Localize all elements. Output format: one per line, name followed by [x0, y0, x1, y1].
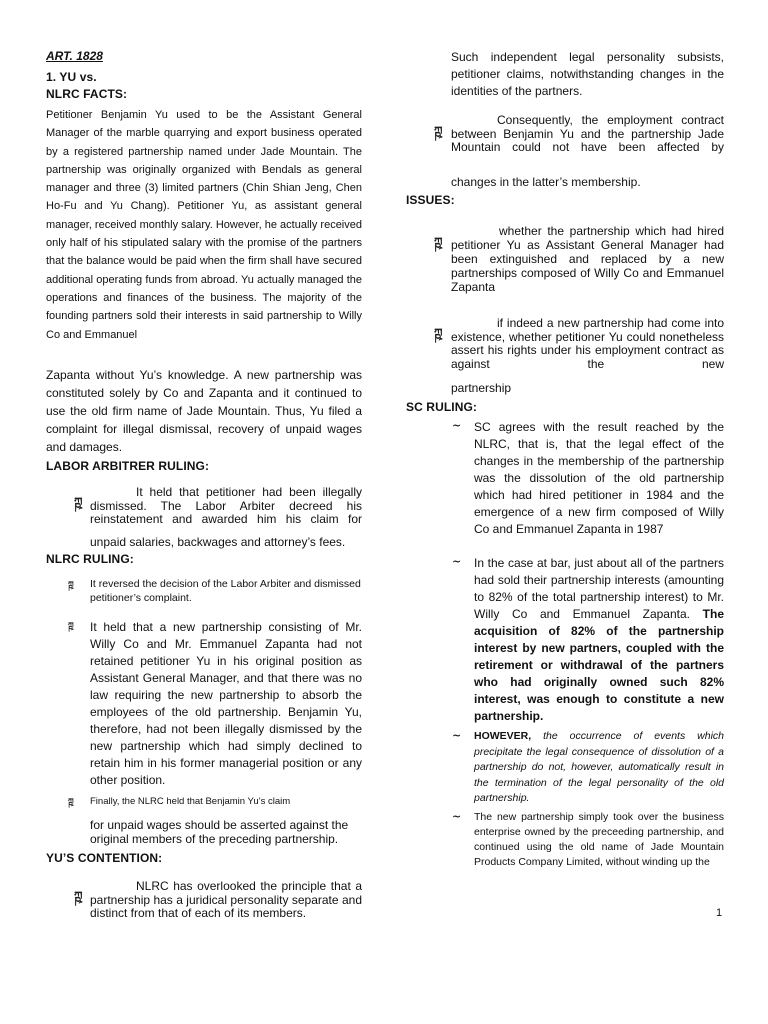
bullet-icon: ཀྵ — [68, 621, 74, 630]
facts-paragraph-1: Petitioner Benjamin Yu used to be the Assistant General Manager of the marble quarrying and export business operated by a registered partnership named under Jade Mountain. The partnership was originally organized with Bendals as general manager and three (3) limited partners (Chin Shian Jeng, Chen Ho-Fu and Yu Chang). Petitioner Yu, as assistant general manager, received monthly salary. However, he actually received only half of his stipulated salary with the promise of the partners that the balance would be paid when the firm shall have secured additional operating funds from abroad. Yu actually managed the operations and finances of the business. The majority of the founding partners sold their interests in said partnership to Willy Co and Emmanuel — [46, 109, 362, 341]
bullet-icon: ཀྵ — [74, 889, 82, 903]
sc-ruling-4: The new partnership simply took over the business enterprise owned by the preceeding partnership, and continued using the old name of Jade Mountain Products Company Limited, without winding up the — [474, 811, 724, 868]
sc-ruling-1: SC agrees with the result reached by the NLRC, that is, that the legal effect of the changes in the membership of the partnership was the dissolution of the old partnership which had hired petitioner in 1984 and the emergence of a new firm composed of Willy Co and Emmanuel Zapanta in 1987 — [474, 420, 724, 536]
dash-icon: ~ — [452, 729, 462, 742]
sc-ruling-3-bold: HOWEVER, — [474, 730, 532, 742]
facts-paragraph-2: Zapanta without Yu’s knowledge. A new partnership was constituted solely by Co and Zapanta and it continued to use the old firm name of Jade Mountain. Thus, Yu filed a complaint for illegal dismissal, recovery of unpaid wages and damages. — [46, 368, 362, 454]
labor-arbiter-heading: LABOR ARBITRER RULING: — [46, 459, 210, 473]
dash-icon: ~ — [452, 419, 462, 432]
contention-consequently: Consequently, the employment contract between Benjamin Yu and the partnership Jade Mountain could not have been affected by — [451, 113, 724, 154]
nlrc-ruling-3: Finally, the NLRC held that Benjamin Yu’s claim — [90, 796, 291, 807]
sc-ruling-heading: SC RULING: — [406, 400, 477, 414]
contention-continued: Such independent legal personality subsists, petitioner claims, notwithstanding changes in the identities of the partners. — [451, 50, 724, 98]
page-number: 1 — [716, 907, 723, 919]
nlrc-ruling-1: It reversed the decision of the Labor Arbiter and dismissed petitioner’s complaint. — [90, 578, 361, 604]
sc-ruling-3 — [474, 729, 724, 807]
nlrc-ruling-heading: NLRC RULING: — [46, 552, 134, 566]
issue-2: if indeed a new partnership had come into existence, whether petitioner Yu could nonetheless assert his rights under his employment contract as against the new — [451, 316, 724, 371]
yu-contention-heading: YU’S CONTENTION: — [46, 851, 163, 865]
issue-2-cont: partnership — [451, 381, 512, 395]
nlrc-ruling-2: It held that a new partnership consisting of Mr. Willy Co and Mr. Emmanuel Zapanta had not retained petitioner Yu in his original position as Assistant General Manager, and that there was no law requiring the new partnership to absorb the employees of the old partnership. Benjamin Yu, therefore, had not been illegally dismissed by the new partnership which had simply declined to retain him in his former managerial position or any other position. — [90, 620, 362, 787]
contention-consequently-cont: changes in the latter’s membership. — [451, 175, 641, 189]
sc-ruling-2-bold: The acquisition of 82% of the partnership interest by new partners, coupled with the retirement or withdrawal of the partners who had originally owned such 82% interest, was enough to constitute a new partnership. — [474, 607, 724, 723]
bullet-icon: ཀྵ — [74, 495, 82, 509]
nlrc-ruling-3-cont: for unpaid wages should be asserted against the original members of the preceding partnership. — [90, 818, 349, 846]
issues-heading: ISSUES: — [406, 193, 455, 207]
bullet-icon: ཀྵ — [68, 797, 74, 806]
issue-1: whether the partnership which had hired petitioner Yu as Assistant General Manager had been extinguished and replaced by a new partnerships composed of Willy Co and Emmanuel Zapanta — [451, 224, 724, 294]
dash-icon: ~ — [452, 555, 462, 568]
article-heading: ART. 1828 — [46, 49, 103, 63]
facts-heading: NLRC FACTS: — [46, 87, 128, 101]
labor-arbiter-ruling: It held that petitioner had been illegally dismissed. The Labor Arbiter decreed his reinstatement and awarded him his claim for — [90, 485, 362, 526]
bullet-icon: ཀྵ — [68, 580, 74, 589]
dash-icon: ~ — [452, 810, 462, 823]
sc-ruling-2-plain: In the case at bar, just about all of the partners had sold their partnership interests (amounting to 82% of the total partnership interest) to Mr. Willy Co and Emmanuel Zapanta. — [474, 556, 724, 621]
bullet-icon: ཀྵ — [434, 326, 442, 340]
sc-ruling-3-italic: the occurrence of events which precipitate the legal consequence of dissolution of a partnership do not, however, automatically result in the termination of the legal personality of the old partnership. — [474, 730, 724, 804]
case-title: 1. YU vs. — [46, 70, 97, 84]
yu-contention-text: NLRC has overlooked the principle that a partnership has a juridical personality separate and distinct from that of each of its members. — [90, 879, 362, 920]
bullet-icon: ཀྵ — [434, 235, 442, 249]
labor-arbiter-ruling-cont: unpaid salaries, backwages and attorney’s fees. — [90, 535, 346, 549]
sc-ruling-2 — [474, 555, 724, 725]
bullet-icon: ཀྵ — [434, 124, 442, 138]
